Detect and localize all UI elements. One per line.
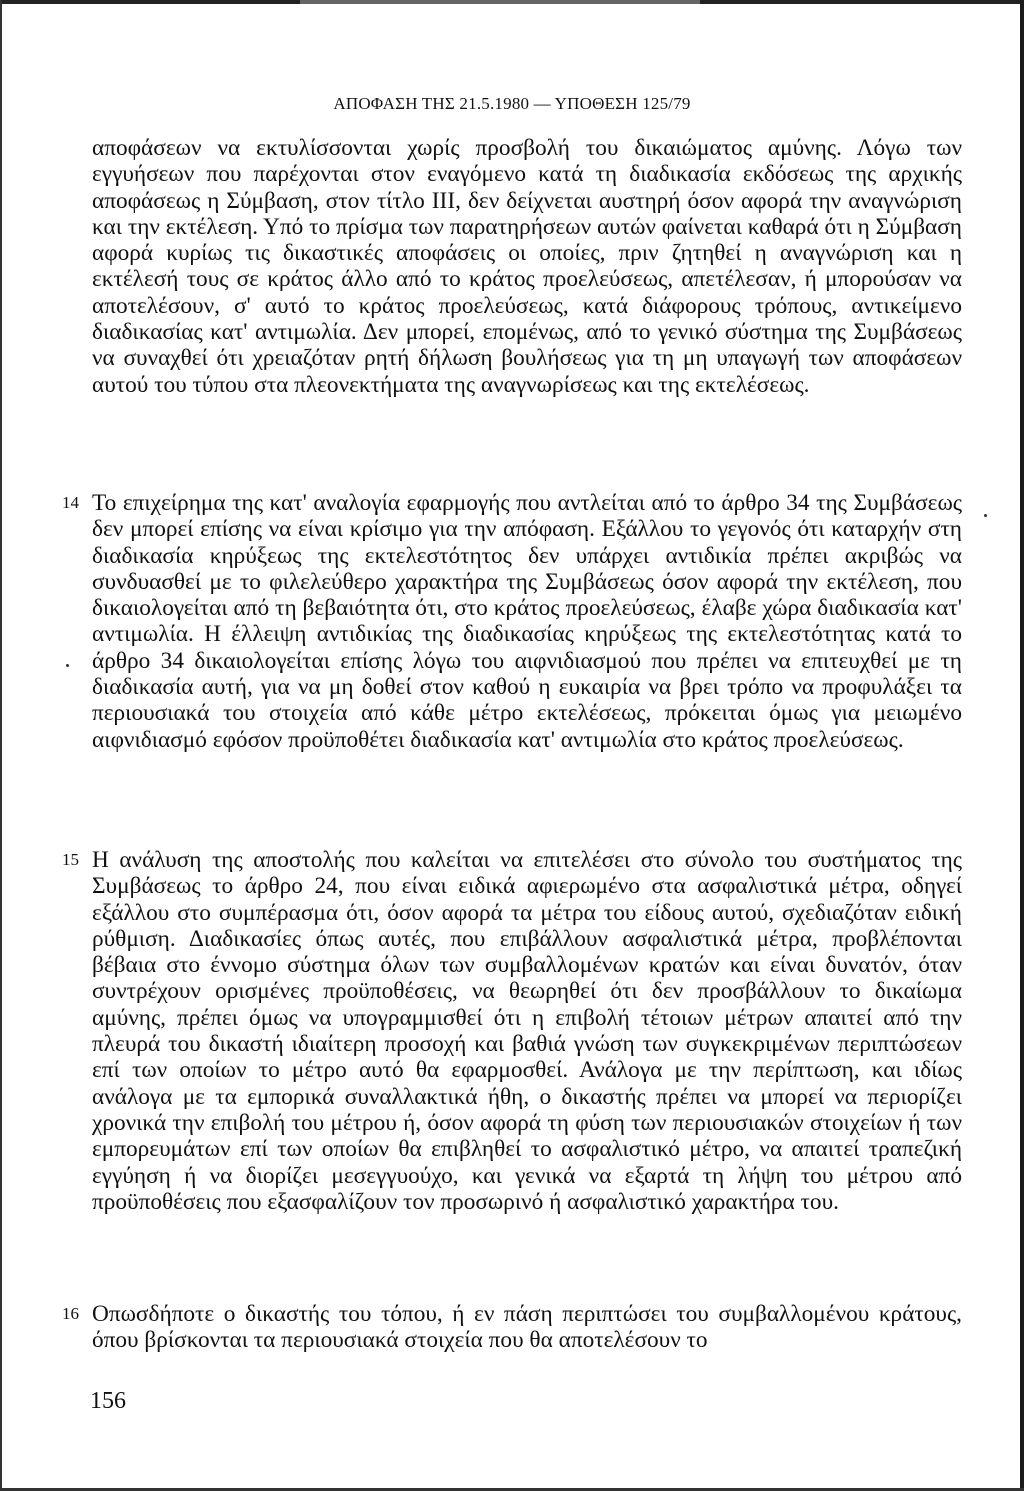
paragraph-number: 14 [62, 493, 79, 512]
paragraph-16: Οπωσδήποτε ο δικαστής του τόπου, ή εν πάση περιπτώσει του συμβαλλομένου κράτους, όπου βρίσκονται τα περιουσιακά στοιχεία που θα αποτελέσουν το [92, 1301, 962, 1354]
paragraph-15: Η ανάλυση της αποστολής που καλείται να επιτελέσει στο σύνολο του συστήματος της Συμβάσεως το άρθρο 24, που είναι ειδικά αφιερωμένο στα ασφαλιστικά μέτρα, οδηγεί εξάλλου στο συμπέρασμα ότι, όσον αφορά τα μέτρα του είδους αυτού, σχεδιαζόταν ειδική ρύθμιση. Διαδικασίες όπως αυτές, που επιβάλλουν ασφαλιστικά μέτρα, προβλέπονται βέβαια στο έννομο σύστημα όλων των συμβαλλομένων κρατών και είναι δυνατόν, όταν συντρέχουν ορισμένες προϋποθέσεις, να θεωρηθεί ότι δεν προσβάλλουν το δικαίωμα αμύνης, πρέπει όμως να υπογραμμισθεί ότι η επιβολή τέτοιων μέτρων απαιτεί από την πλευρά του δικαστή ιδιαίτερη προσοχή και βαθιά γνώση των συγκεκριμένων περιπτώσεων επί των οποίων το μέτρο αυτό θα εφαρμοσθεί. Ανάλογα με την περίπτωση, και ιδίως ανάλογα με τα εμπορικά συναλλακτικά ήθη, ο δικαστής πρέπει να μπορεί να περιορίζει χρονικά την επιβολή του μέτρου ή, όσον αφορά τη φύση των περιουσιακών στοιχείων ή των εμπορευμάτων επί των οποίων θα επιβληθεί το ασφαλιστικό μέτρο, να απαιτεί τραπεζική εγγύηση ή να διορίζει μεσεγγυούχο, και γενικά να εξαρτά τη λήψη του μέτρου από προϋποθέσεις που εξασφαλίζουν τον προσωρινό ή ασφαλιστικό χαρακτήρα του. [92, 847, 962, 1215]
scan-edge-top [0, 0, 1024, 4]
running-header: ΑΠΟΦΑΣΗ ΤΗΣ 21.5.1980 — ΥΠΟΘΕΣΗ 125/79 [333, 94, 691, 113]
scan-speck [66, 664, 69, 667]
paragraph-number: 15 [62, 850, 79, 869]
paragraph-14: Το επιχείρημα της κατ' αναλογία εφαρμογής που αντλείται από το άρθρο 34 της Συμβάσεως δεν μπορεί επίσης να είναι κρίσιμο για την απόφαση. Εξάλλου το γεγονός ότι καταρχήν στη διαδικασία κηρύξεως της εκτελεστότητος δεν υπάρχει αντιδικία πρέπει ακριβώς να συνδυασθεί με το φιλελεύθερο χαρακτήρα της Συμβάσεως όσον αφορά την εκτέλεση, που δικαιολογείται από τη βεβαιότητα ότι, στο κράτος προελεύσεως, έλαβε χώρα διαδικασία κατ' αντιμωλία. Η έλλειψη αντιδικίας της διαδικασίας κηρύξεως της εκτελεστότητας κατά το άρθρο 34 δικαιολογείται επίσης λόγω του αιφνιδιασμού που πρέπει να επιτευχθεί με τη διαδικασία αυτή, για να μη δοθεί στον καθού η ευκαιρία να βρει τρόπο να προφυλάξει τα περιουσιακά του στοιχεία από κάθε μέτρο εκτελέσεως, πρόκειται όμως για μειωμένο αιφνιδιασμό εφόσον προϋποθέτει διαδικασία κατ' αντιμωλία στο κράτος προελεύσεως. [92, 490, 962, 753]
paragraph-13-continued: αποφάσεων να εκτυλίσσονται χωρίς προσβολή του δικαιώματος αμύνης. Λόγω των εγγυήσεων που παρέχονται στον εναγόμενο κατά τη διαδικασία εκδόσεως της αρχικής αποφάσεως η Σύμβαση, στον τίτλο III, δεν δείχνεται αυστηρή όσον αφορά την αναγνώριση και την εκτέλεση. Υπό το πρίσμα των παρατηρήσεων αυτών φαίνεται καθαρά ότι η Σύμβαση αφορά κυρίως τις δικαστικές αποφάσεις οι οποίες, πριν ζητηθεί η αναγνώριση και η εκτέλεσή τους σε κράτος άλλο από το κράτος προελεύσεως, απετέλεσαν, ή μπορούσαν να αποτελέσουν, σ' αυτό το κράτος προελεύσεως, κατά διάφορους τρόπους, αντικείμενο διαδικασίας κατ' αντιμωλία. Δεν μπορεί, επομένως, από το γενικό σύστημα της Συμβάσεως να συναχθεί ότι χρειαζόταν ρητή δήλωση βουλήσεως για τη μη υπαγωγή των αποφάσεων αυτού του τύπου στα πλεονεκτήματα της αναγνωρίσεως και της εκτελέσεως. [92, 135, 962, 398]
scan-edge-left [0, 0, 2, 1491]
paragraph-number: 16 [62, 1304, 79, 1323]
page-number: 156 [90, 1388, 126, 1414]
scan-speck [984, 514, 987, 517]
scan-edge-right [1020, 0, 1024, 1491]
